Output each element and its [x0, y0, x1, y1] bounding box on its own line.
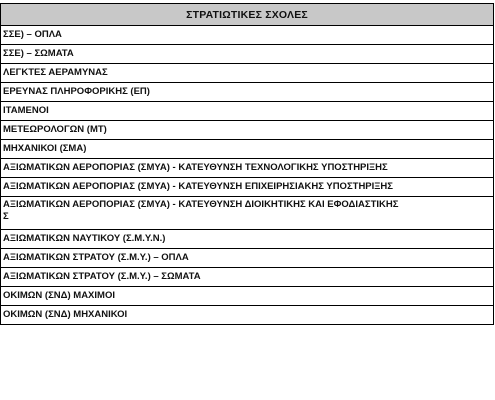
- table-cell-multiline: [1, 197, 494, 230]
- table-row: [1, 26, 494, 45]
- table-cell: ΛΕΓΚΤΕΣ ΑΕΡΑΜΥΝΑΣ: [1, 64, 494, 83]
- table-cell: ΜΕΤΕΩΡΟΛΟΓΩΝ (ΜΤ): [1, 121, 494, 140]
- table-row: [1, 121, 494, 140]
- table-cell: ΑΞΙΩΜΑΤΙΚΩΝ ΑΕΡΟΠΟΡΙΑΣ (ΣΜΥΑ) - ΚΑΤΕΥΘΥΝΣΗ ΤΕΧΝΟΛΟΓΙΚΗΣ ΥΠΟΣΤΗΡΙΞΗΣ: [1, 159, 494, 178]
- table-cell: ΑΞΙΩΜΑΤΙΚΩΝ ΣΤΡΑΤΟΥ (Σ.Μ.Υ.) – ΟΠΛΑ: [1, 249, 494, 268]
- table-cell: ΣΣΕ) – ΣΩΜΑΤΑ: [1, 45, 494, 64]
- table-row: [1, 249, 494, 268]
- table-cell: ΕΡΕΥΝΑΣ ΠΛΗΡΟΦΟΡΙΚΗΣ (ΕΠ): [1, 83, 494, 102]
- table-row: [1, 140, 494, 159]
- table-cell-line-continued: Σ: [3, 211, 9, 222]
- table-cell: ΟΚΙΜΩΝ (ΣΝΔ) ΜΗΧΑΝΙΚΟΙ: [1, 306, 494, 325]
- table-row: [1, 230, 494, 249]
- table-row: [1, 159, 494, 178]
- table-cell: ΑΞΙΩΜΑΤΙΚΩΝ ΑΕΡΟΠΟΡΙΑΣ (ΣΜΥΑ) - ΚΑΤΕΥΘΥΝΣΗ ΕΠΙΧΕΙΡΗΣΙΑΚΗΣ ΥΠΟΣΤΗΡΙΞΗΣ: [1, 178, 494, 197]
- table-row: [1, 64, 494, 83]
- table-cell: ΑΞΙΩΜΑΤΙΚΩΝ ΣΤΡΑΤΟΥ (Σ.Μ.Υ.) – ΣΩΜΑΤΑ: [1, 268, 494, 287]
- table-cell: ΑΞΙΩΜΑΤΙΚΩΝ ΝΑΥΤΙΚΟΥ (Σ.Μ.Υ.Ν.): [1, 230, 494, 249]
- table-row: [1, 287, 494, 306]
- table-row: [1, 197, 494, 230]
- table-row: [1, 268, 494, 287]
- table-title: ΣΤΡΑΤΙΩΤΙΚΕΣ ΣΧΟΛΕΣ: [1, 4, 494, 26]
- table-row: [1, 83, 494, 102]
- table-cell: ΜΗΧΑΝΙΚΟΙ (ΣΜΑ): [1, 140, 494, 159]
- table-row: [1, 178, 494, 197]
- table-cell: ΙΤΑΜΕΝΟΙ: [1, 102, 494, 121]
- table-cell: ΣΣΕ) – ΟΠΛΑ: [1, 26, 494, 45]
- table-row: [1, 306, 494, 325]
- table-row: [1, 102, 494, 121]
- schools-table-container: [0, 3, 494, 325]
- table-row: [1, 45, 494, 64]
- table-header-row: [1, 4, 494, 26]
- military-schools-table: [0, 3, 494, 325]
- table-cell-line: ΑΞΙΩΜΑΤΙΚΩΝ ΑΕΡΟΠΟΡΙΑΣ (ΣΜΥΑ) - ΚΑΤΕΥΘΥΝΣΗ ΔΙΟΙΚΗΤΙΚΗΣ ΚΑΙ ΕΦΟΔΙΑΣΤΙΚΗΣ: [3, 199, 399, 210]
- table-cell: ΟΚΙΜΩΝ (ΣΝΔ) ΜΑΧΙΜΟΙ: [1, 287, 494, 306]
